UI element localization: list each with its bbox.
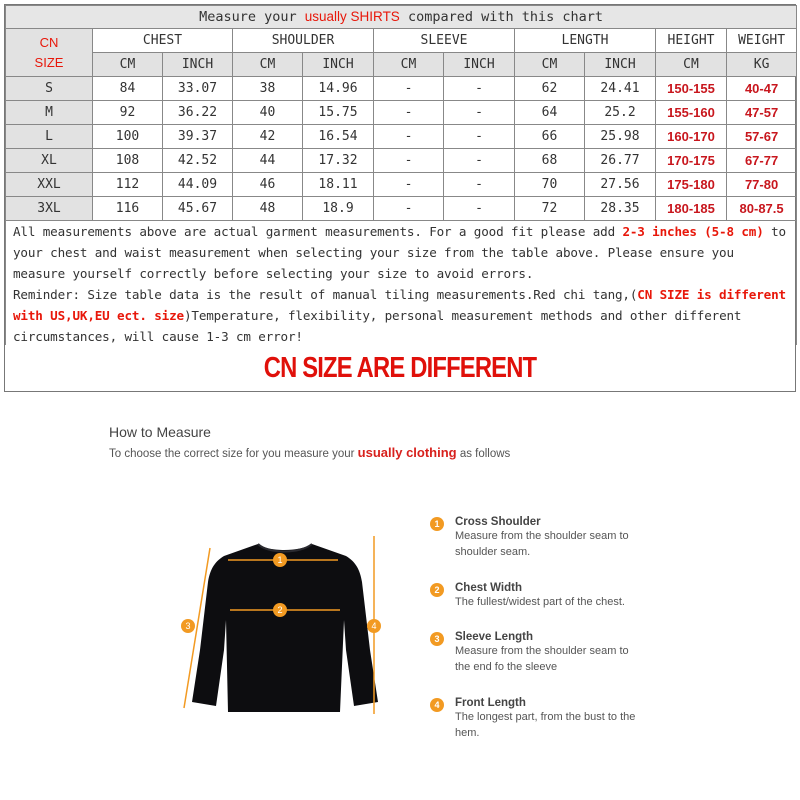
table-row: [6, 101, 797, 125]
size-cell: 3XL: [6, 197, 93, 221]
measure-cell: 33.07: [163, 77, 233, 101]
measure-cell: 70: [515, 173, 585, 197]
measure-cell: 25.98: [585, 125, 656, 149]
table-row: [6, 125, 797, 149]
weight-cell: 47-57: [727, 101, 797, 125]
weight-cell: 40-47: [727, 77, 797, 101]
measure-cell: 16.54: [303, 125, 374, 149]
legend-number: 1: [430, 517, 444, 531]
size-cell: XXL: [6, 173, 93, 197]
measure-cell: 40: [233, 101, 303, 125]
measure-cell: 108: [93, 149, 163, 173]
measure-cell: 45.67: [163, 197, 233, 221]
weight-cell: 57-67: [727, 125, 797, 149]
legend-desc: Measure from the shoulder seam to the end fo the sleeve: [455, 645, 629, 673]
measure-cell: -: [444, 197, 515, 221]
legend-item-sleeve-length: [430, 631, 645, 675]
measure-cell: 66: [515, 125, 585, 149]
legend-desc: The fullest/widest part of the chest.: [455, 596, 625, 608]
measure-cell: 64: [515, 101, 585, 125]
table-row: [6, 149, 797, 173]
header-chest: CHEST: [93, 29, 233, 53]
subheader-cell: CM: [515, 53, 585, 77]
marker-2-label: 2: [277, 605, 283, 615]
legend-number: 3: [430, 632, 444, 646]
measure-cell: 112: [93, 173, 163, 197]
height-cell: 150-155: [656, 77, 727, 101]
size-table: [5, 5, 797, 345]
height-cell: 160-170: [656, 125, 727, 149]
measure-cell: 39.37: [163, 125, 233, 149]
how-to-measure-title: How to Measure: [109, 424, 211, 440]
measure-cell: 36.22: [163, 101, 233, 125]
measure-cell: -: [374, 77, 444, 101]
table-row: [6, 77, 797, 101]
cn-size-banner: CN SIZE ARE DIFFERENT: [263, 352, 537, 384]
note2-a: Reminder: Size table data is the result of manual tiling measurements.Red chi tang,(: [13, 287, 638, 302]
measure-cell: 48: [233, 197, 303, 221]
measure-cell: 28.35: [585, 197, 656, 221]
note1-em: 2-3 inches (5-8 cm): [622, 224, 764, 239]
size-cell: XL: [6, 149, 93, 173]
weight-cell: 67-77: [727, 149, 797, 173]
legend-desc: The longest part, from the bust to the hem.: [455, 711, 636, 739]
size-cell: L: [6, 125, 93, 149]
measure-cell: 68: [515, 149, 585, 173]
measure-cell: 38: [233, 77, 303, 101]
subheader-cell: CM: [93, 53, 163, 77]
notes-cell: [6, 221, 797, 346]
size-cell: M: [6, 101, 93, 125]
subtitle-prefix: To choose the correct size for you measure your: [109, 448, 358, 460]
legend-title: Front Length: [455, 697, 526, 709]
cn-label: CN: [39, 34, 59, 50]
measure-cell: -: [444, 101, 515, 125]
measure-cell: 17.32: [303, 149, 374, 173]
measure-cell: -: [374, 149, 444, 173]
size-cell: S: [6, 77, 93, 101]
height-cell: 170-175: [656, 149, 727, 173]
subheader-cell: INCH: [303, 53, 374, 77]
measure-cell: 25.2: [585, 101, 656, 125]
subheader-cell: CM: [374, 53, 444, 77]
measure-cell: 42.52: [163, 149, 233, 173]
measure-cell: 92: [93, 101, 163, 125]
table-row: [6, 197, 797, 221]
measure-cell: -: [374, 173, 444, 197]
subheader-cell: KG: [727, 53, 797, 77]
measure-cell: 46: [233, 173, 303, 197]
measure-cell: 24.41: [585, 77, 656, 101]
title-highlight: usually SHIRTS: [304, 9, 400, 24]
measure-cell: 18.9: [303, 197, 374, 221]
measure-cell: 26.77: [585, 149, 656, 173]
legend-desc: Measure from the shoulder seam to shoulder seam.: [455, 530, 629, 558]
note2-em: CN SIZE is different with US,UK,EU ect. size: [13, 287, 786, 323]
legend-title: Cross Shoulder: [455, 516, 541, 528]
shirt-body: [192, 544, 378, 712]
shirt-diagram: [170, 530, 400, 720]
header-weight: WEIGHT: [727, 29, 797, 53]
cn-size-header: [6, 29, 93, 77]
measure-cell: -: [444, 77, 515, 101]
header-height: HEIGHT: [656, 29, 727, 53]
note1-a: All measurements above are actual garment measurements. For a good fit please add: [13, 224, 623, 239]
weight-cell: 77-80: [727, 173, 797, 197]
marker-4-label: 4: [371, 621, 377, 631]
size-label: SIZE: [34, 54, 64, 70]
note1-b: to your chest and waist measurement when selecting your size from the table above. Please ensure you measure yourself correctly before selecting your size to avoid errors.: [13, 224, 786, 281]
title-suffix: compared with this chart: [399, 9, 604, 25]
subheader-cell: CM: [656, 53, 727, 77]
measure-cell: -: [374, 197, 444, 221]
measure-cell: 15.75: [303, 101, 374, 125]
measure-cell: 72: [515, 197, 585, 221]
weight-cell: 80-87.5: [727, 197, 797, 221]
height-cell: 175-180: [656, 173, 727, 197]
measure-cell: -: [444, 173, 515, 197]
measure-cell: -: [374, 101, 444, 125]
title-prefix: Measure your: [199, 9, 305, 25]
legend-item-cross-shoulder: [430, 516, 645, 560]
subtitle-suffix: as follows: [456, 448, 511, 460]
legend-title: Chest Width: [455, 582, 522, 594]
subtitle-highlight: usually clothing: [357, 445, 457, 460]
table-title: [6, 6, 797, 29]
measure-cell: 84: [93, 77, 163, 101]
header-length: LENGTH: [515, 29, 656, 53]
measure-cell: 18.11: [303, 173, 374, 197]
subheader-cell: INCH: [585, 53, 656, 77]
measure-cell: 14.96: [303, 77, 374, 101]
size-chart: [4, 4, 796, 392]
header-shoulder: SHOULDER: [233, 29, 374, 53]
legend-number: 4: [430, 698, 444, 712]
table-row: [6, 173, 797, 197]
measure-cell: 42: [233, 125, 303, 149]
measure-cell: 62: [515, 77, 585, 101]
legend-title: Sleeve Length: [455, 631, 533, 643]
measure-cell: -: [444, 125, 515, 149]
measure-cell: 100: [93, 125, 163, 149]
legend-item-front-length: [430, 697, 645, 741]
subheader-cell: INCH: [444, 53, 515, 77]
legend-item-chest-width: [430, 582, 645, 610]
measure-cell: -: [444, 149, 515, 173]
measure-cell: 116: [93, 197, 163, 221]
how-to-measure-subtitle: [109, 445, 510, 460]
height-cell: 180-185: [656, 197, 727, 221]
height-cell: 155-160: [656, 101, 727, 125]
note2-b: )Temperature, flexibility, personal measurement methods and other different circumstances, will cause 1-3 cm error!: [13, 308, 742, 344]
measure-cell: 27.56: [585, 173, 656, 197]
marker-1-label: 1: [277, 555, 283, 565]
subheader-cell: CM: [233, 53, 303, 77]
legend-number: 2: [430, 583, 444, 597]
measure-cell: 44: [233, 149, 303, 173]
measure-cell: 44.09: [163, 173, 233, 197]
header-sleeve: SLEEVE: [374, 29, 515, 53]
marker-3-label: 3: [185, 621, 191, 631]
subheader-cell: INCH: [163, 53, 233, 77]
measure-cell: -: [374, 125, 444, 149]
